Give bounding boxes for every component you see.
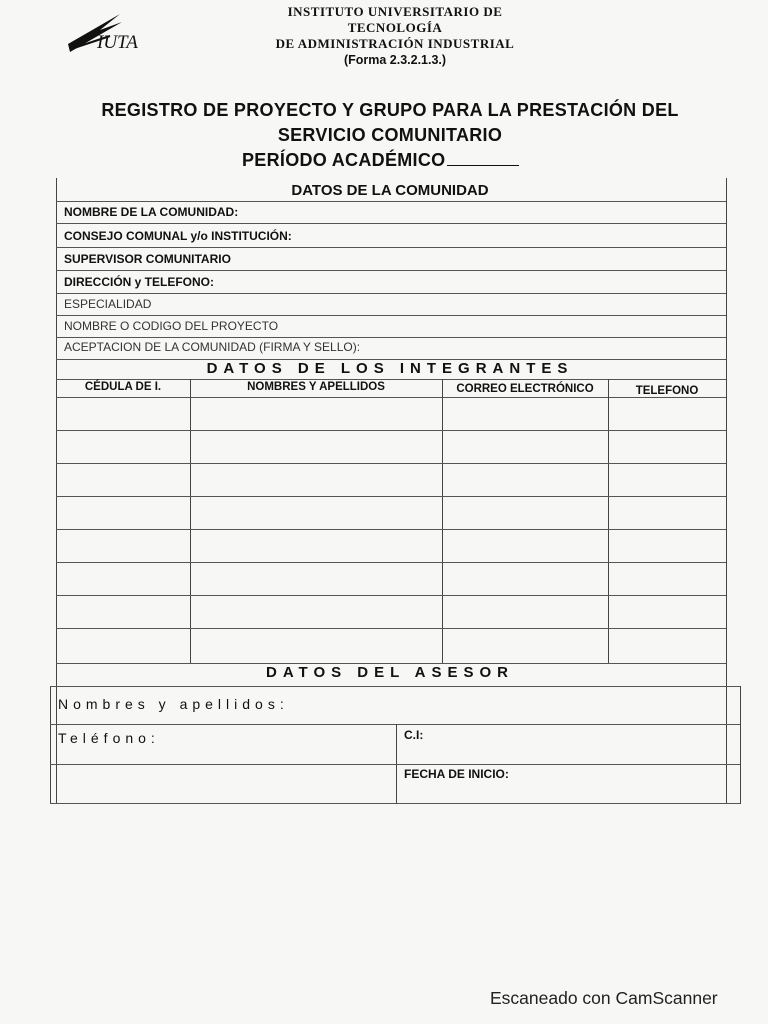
advisor-ci-field[interactable]: C.I: xyxy=(404,728,424,742)
document-title xyxy=(40,98,740,173)
scanner-watermark: Escaneado con CamScanner xyxy=(490,988,718,1008)
table-row[interactable] xyxy=(56,463,726,464)
advisor-right-border xyxy=(740,686,741,804)
address-phone-field[interactable]: DIRECCIÓN y TELEFONO: xyxy=(64,275,215,289)
title-line-1: REGISTRO DE PROYECTO Y GRUPO PARA LA PRESTACIÓN DEL xyxy=(101,100,679,120)
col-sep xyxy=(608,379,609,663)
members-heading: DATOS DE LOS INTEGRANTES xyxy=(206,360,574,377)
rule xyxy=(56,270,726,271)
form-right-border xyxy=(726,178,727,804)
table-row[interactable] xyxy=(56,496,726,497)
table-row[interactable] xyxy=(56,595,726,596)
community-name-field[interactable]: NOMBRE DE LA COMUNIDAD: xyxy=(64,205,239,219)
academic-period-label: PERÍODO ACADÉMICO xyxy=(242,150,446,170)
form-left-border xyxy=(56,178,57,804)
col-correo: CORREO ELECTRÓNICO xyxy=(456,383,594,395)
community-heading: DATOS DE LA COMUNIDAD xyxy=(291,182,489,199)
rule xyxy=(56,379,726,380)
table-row[interactable] xyxy=(56,529,726,530)
rule xyxy=(50,764,740,765)
rule xyxy=(56,223,726,224)
institute-line-1: INSTITUTO UNIVERSITARIO DE xyxy=(287,4,503,19)
start-date-field[interactable]: FECHA DE INICIO: xyxy=(404,767,509,781)
communal-council-field[interactable]: CONSEJO COMUNAL y/o INSTITUCIÓN: xyxy=(64,229,292,243)
advisor-heading: DATOS DEL ASESOR xyxy=(266,664,514,681)
table-row[interactable] xyxy=(56,430,726,431)
academic-period xyxy=(40,148,740,173)
rule xyxy=(56,315,726,316)
institute-line-2: TECNOLOGÍA xyxy=(347,20,443,35)
col-sep xyxy=(190,379,191,663)
rule xyxy=(50,724,740,725)
project-code-field[interactable]: NOMBRE O CODIGO DEL PROYECTO xyxy=(64,319,279,333)
form-code: (Forma 2.3.2.1.3.) xyxy=(343,53,447,67)
col-cedula: CÉDULA DE I. xyxy=(84,381,162,393)
supervisor-field[interactable]: SUPERVISOR COMUNITARIO xyxy=(64,252,231,266)
rule xyxy=(50,686,740,687)
advisor-name-field[interactable]: Nombres y apellidos: xyxy=(58,696,289,712)
rule xyxy=(56,201,726,202)
advisor-phone-field[interactable]: Teléfono: xyxy=(58,730,160,746)
rule xyxy=(50,803,740,804)
col-sep xyxy=(442,379,443,663)
registration-form xyxy=(50,178,730,806)
logo-text: IUTA xyxy=(97,32,138,53)
institute-line-3: DE ADMINISTRACIÓN INDUSTRIAL xyxy=(275,36,515,51)
specialty-field[interactable]: ESPECIALIDAD xyxy=(64,297,152,311)
advisor-left-border xyxy=(50,686,51,804)
academic-period-blank[interactable] xyxy=(447,151,519,166)
institute-name xyxy=(230,4,560,68)
col-telefono: TELEFONO xyxy=(635,385,699,397)
rule xyxy=(56,293,726,294)
rule xyxy=(56,247,726,248)
table-row[interactable] xyxy=(56,562,726,563)
title-line-2: SERVICIO COMUNITARIO xyxy=(277,125,503,145)
col-nombres: NOMBRES Y APELLIDOS xyxy=(247,381,385,393)
table-row[interactable] xyxy=(56,628,726,629)
rule xyxy=(56,397,726,398)
rule xyxy=(56,337,726,338)
community-acceptance-field[interactable]: ACEPTACION DE LA COMUNIDAD (FIRMA Y SELLO): xyxy=(64,340,361,354)
